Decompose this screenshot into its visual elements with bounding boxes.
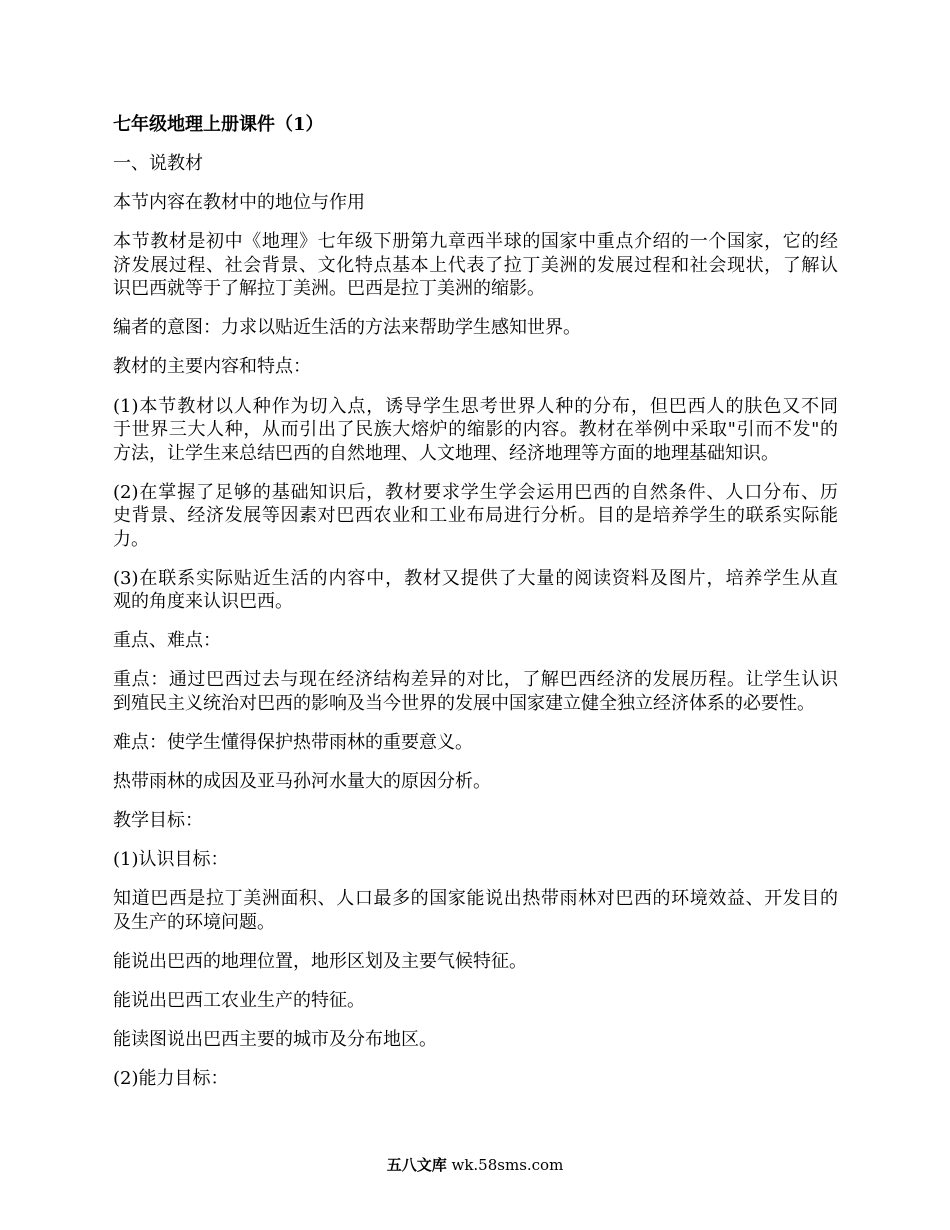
paragraph xyxy=(113,731,838,755)
text-line: 能说出巴西工农业生产的特征。 xyxy=(113,990,365,1012)
text-line: 济发展过程、社会背景、文化特点基本上代表了拉丁美洲的发展过程和社会现状，了解认 xyxy=(113,254,838,276)
text-line: 能读图说出巴西主要的城市及分布地区。 xyxy=(113,1029,437,1051)
paragraph xyxy=(113,848,838,872)
document-body xyxy=(113,113,838,1106)
text-line: 本节教材是初中《地理》七年级下册第九章西半球的国家中重点介绍的一个国家，它的经 xyxy=(113,231,838,253)
paragraph-list xyxy=(113,152,838,1091)
text-line: 编者的意图：力求以贴近生活的方法来帮助学生感知世界。 xyxy=(113,317,581,339)
text-line: (1)本节教材以人种作为切入点，诱导学生思考世界人种的分布，但巴西人的肤色又不同 xyxy=(113,395,838,417)
paragraph xyxy=(113,887,838,934)
text-line: 能说出巴西的地理位置，地形区划及主要气候特征。 xyxy=(113,951,527,972)
text-line: (1)认识目标： xyxy=(113,849,229,871)
paragraph xyxy=(113,668,838,715)
text-line: (2)在掌握了足够的基础知识后，教材要求学生学会运用巴西的自然条件、人口分布、历 xyxy=(113,481,838,503)
text-line: 重点、难点： xyxy=(113,630,221,652)
text-line: 难点：使学生懂得保护热带雨林的重要意义。 xyxy=(113,732,473,754)
paragraph xyxy=(113,1028,838,1052)
text-line: 到殖民主义统治对巴西的影响及当今世界的发展中国家建立健全独立经济体系的必要性。 xyxy=(113,692,815,714)
footer-brand: 五八文库 xyxy=(386,1156,447,1174)
paragraph xyxy=(113,629,838,653)
text-line: 于世界三大人种，从而引出了民族大熔炉的缩影的内容。教材在举例中采取"引而不发"的 xyxy=(113,419,838,441)
paragraph xyxy=(113,950,838,974)
text-line: 教学目标： xyxy=(113,810,203,832)
page-footer xyxy=(0,1155,950,1175)
paragraph xyxy=(113,191,838,215)
text-line: 教材的主要内容和特点： xyxy=(113,356,311,378)
paragraph xyxy=(113,316,838,340)
text-line: 及生产的环境问题。 xyxy=(113,911,275,933)
text-line: 史背景、经济发展等因素对巴西农业和工业布局进行分析。目的是培养学生的联系实际能 xyxy=(113,505,838,527)
paragraph xyxy=(113,355,838,379)
text-line: 观的角度来认识巴西。 xyxy=(113,591,293,613)
text-line: 一、说教材 xyxy=(113,153,203,175)
paragraph xyxy=(113,230,838,301)
text-line: 知道巴西是拉丁美洲面积、人口最多的国家能说出热带雨林对巴西的环境效益、开发目的 xyxy=(113,888,838,910)
document-title: 七年级地理上册课件（1） xyxy=(113,114,324,135)
paragraph xyxy=(113,989,838,1013)
text-line: 方法，让学生来总结巴西的自然地理、人文地理、经济地理等方面的地理基础知识。 xyxy=(113,442,779,464)
text-line: 本节内容在教材中的地位与作用 xyxy=(113,192,365,214)
text-line: 重点：通过巴西过去与现在经济结构差异的对比，了解巴西经济的发展历程。让学生认识 xyxy=(113,669,838,691)
text-line: (2)能力目标： xyxy=(113,1068,229,1090)
paragraph xyxy=(113,567,838,614)
paragraph xyxy=(113,1067,838,1091)
paragraph xyxy=(113,770,838,794)
text-line: (3)在联系实际贴近生活的内容中，教材又提供了大量的阅读资料及图片，培养学生从直 xyxy=(113,567,838,589)
text-line: 力。 xyxy=(113,528,149,550)
text-line: 识巴西就等于了解拉丁美洲。巴西是拉丁美洲的缩影。 xyxy=(113,278,545,300)
paragraph xyxy=(113,152,838,176)
paragraph xyxy=(113,395,838,466)
paragraph xyxy=(113,481,838,552)
paragraph xyxy=(113,809,838,833)
footer-url: wk.58sms.com xyxy=(451,1156,564,1174)
text-line: 热带雨林的成因及亚马孙河水量大的原因分析。 xyxy=(113,771,491,793)
